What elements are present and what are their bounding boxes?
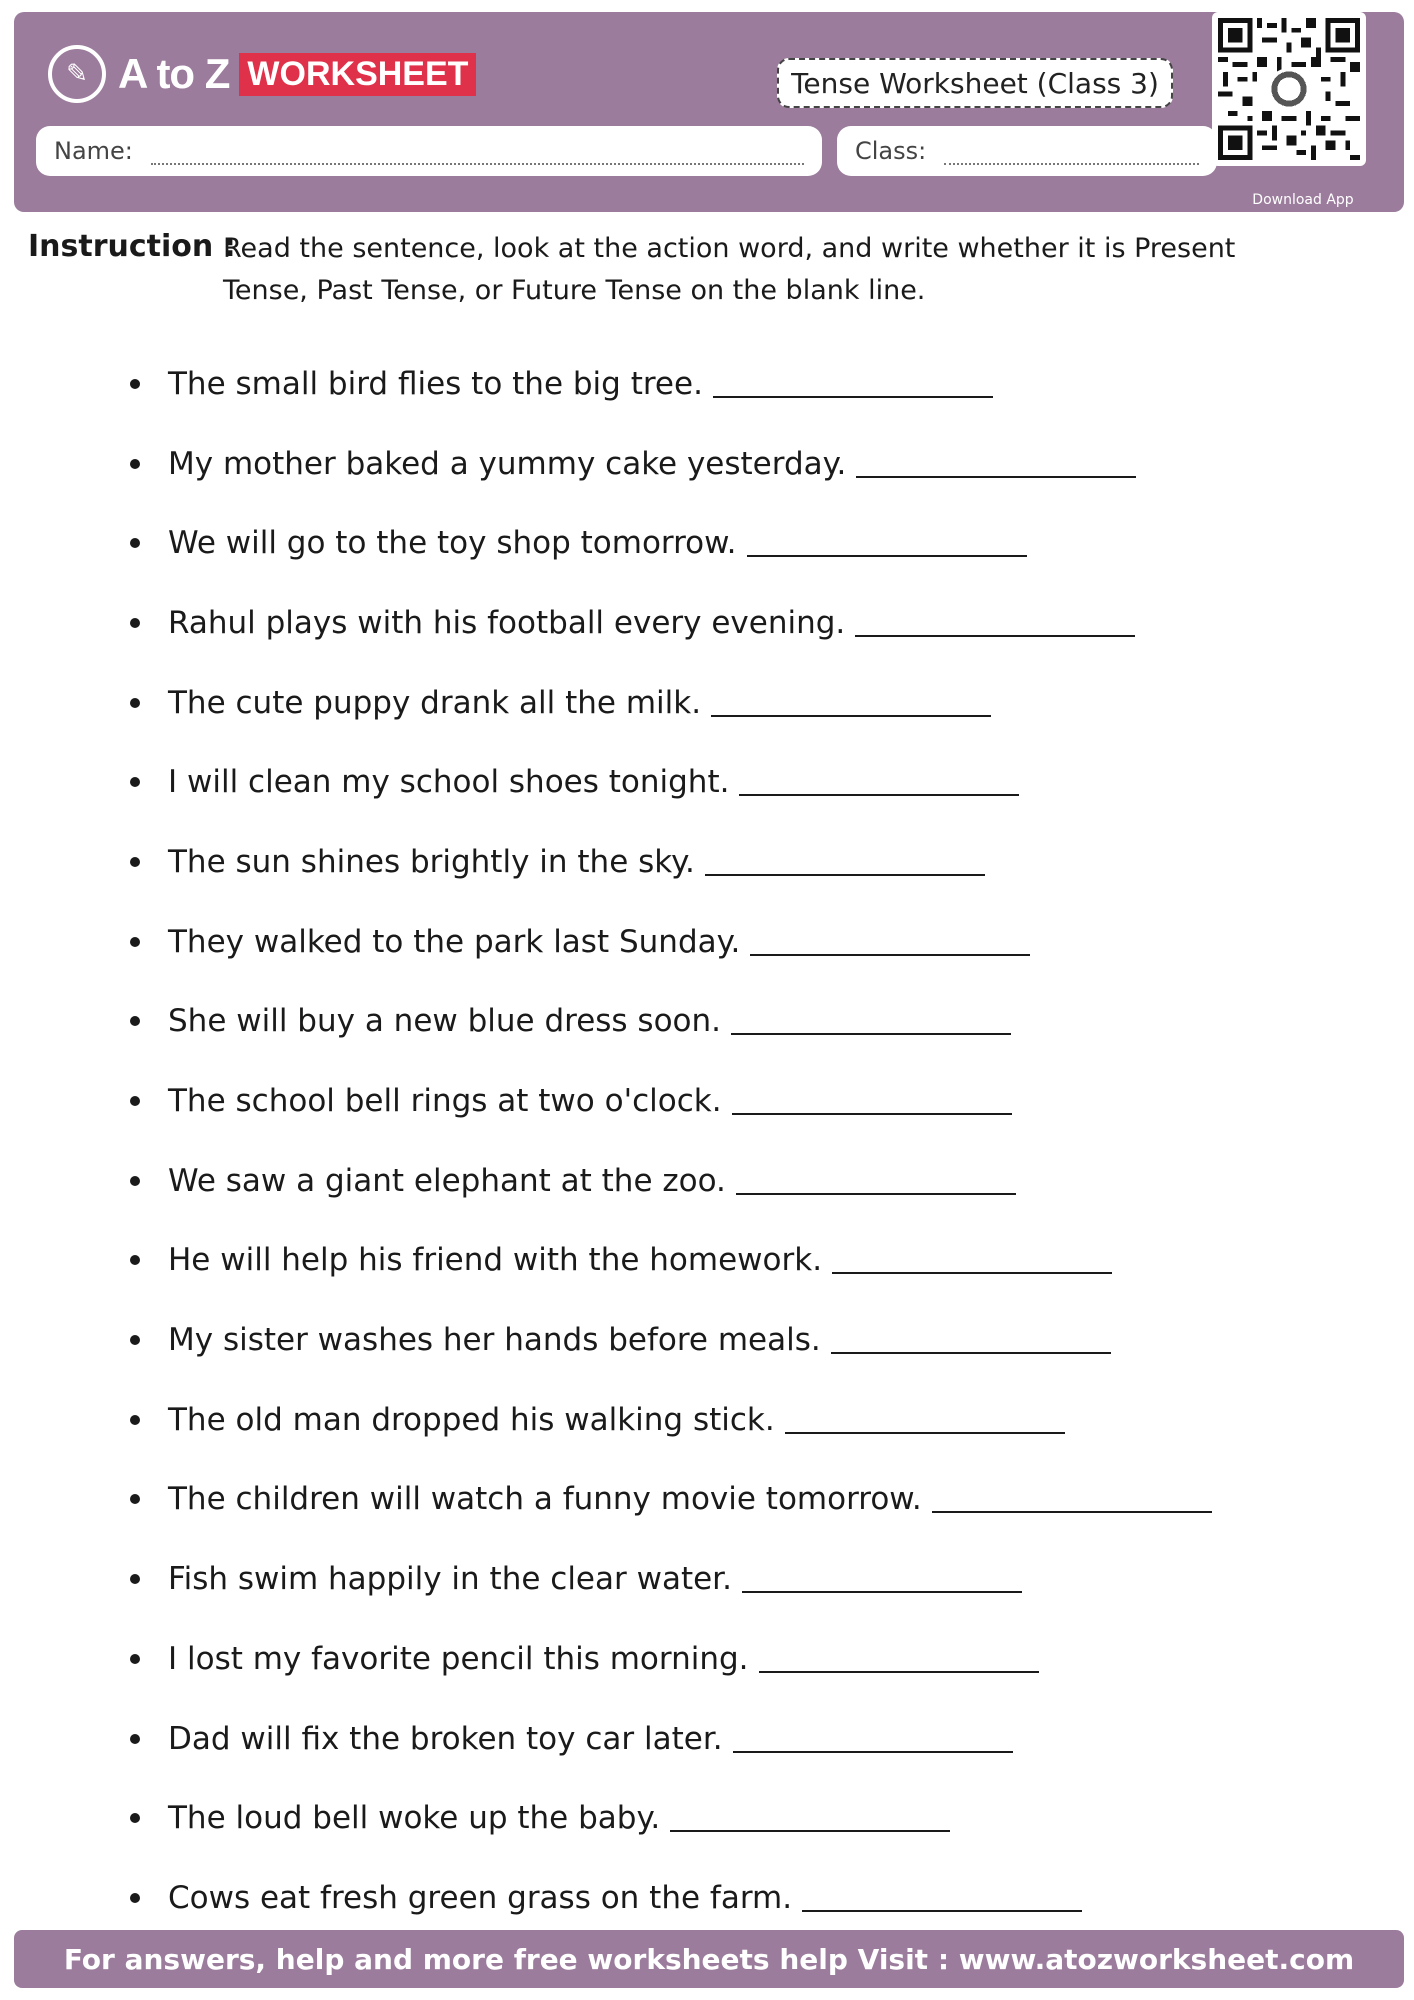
bullet-icon: [130, 698, 140, 708]
list-item: [130, 1061, 1212, 1141]
answer-blank[interactable]: [855, 609, 1135, 637]
logo-text: A to Z: [118, 50, 230, 97]
question-sentence: My sister washes her hands before meals.: [168, 1322, 821, 1359]
list-item: [130, 1380, 1212, 1460]
question-sentence: We will go to the toy shop tomorrow.: [168, 525, 737, 562]
name-dotted-line: [151, 143, 804, 165]
question-sentence: We saw a giant elephant at the zoo.: [168, 1162, 726, 1199]
answer-blank[interactable]: [750, 928, 1030, 956]
bullet-icon: [130, 1494, 140, 1504]
list-item: [130, 1778, 1212, 1858]
list-item: [130, 1460, 1212, 1540]
bullet-icon: [130, 618, 140, 628]
footer-banner[interactable]: For answers, help and more free worksheets help Visit : www.atozworksheet.com: [14, 1930, 1404, 1988]
question-sentence: She will buy a new blue dress soon.: [168, 1003, 722, 1040]
bullet-icon: [130, 1335, 140, 1345]
question-sentence: They walked to the park last Sunday.: [168, 923, 741, 960]
bullet-icon: [130, 1415, 140, 1425]
bullet-icon: [130, 1893, 140, 1903]
bullet-icon: [130, 937, 140, 947]
list-item: [130, 1619, 1212, 1699]
answer-blank[interactable]: [802, 1884, 1082, 1912]
list-item: [130, 822, 1212, 902]
bullet-icon: [130, 459, 140, 469]
list-item: [130, 424, 1212, 504]
answer-blank[interactable]: [832, 1246, 1112, 1274]
question-sentence: The children will watch a funny movie tomorrow.: [168, 1481, 922, 1518]
question-sentence: Rahul plays with his football every evening.: [168, 604, 846, 641]
answer-blank[interactable]: [747, 529, 1027, 557]
bullet-icon: [130, 857, 140, 867]
list-item: [130, 503, 1212, 583]
question-sentence: The school bell rings at two o'clock.: [168, 1083, 722, 1120]
answer-blank[interactable]: [932, 1485, 1212, 1513]
instruction-label: Instruction :: [28, 229, 236, 264]
bullet-icon: [130, 1813, 140, 1823]
answer-blank[interactable]: [736, 1167, 1016, 1195]
bullet-icon: [130, 1176, 140, 1186]
answer-blank[interactable]: [733, 1725, 1013, 1753]
bullet-icon: [130, 1096, 140, 1106]
bullet-icon: [130, 379, 140, 389]
logo-badge: WORKSHEET: [239, 53, 476, 96]
download-app-caption: Download App: [1252, 192, 1354, 208]
class-field[interactable]: [837, 126, 1217, 176]
list-item: [130, 1221, 1212, 1301]
list-item: [130, 1858, 1212, 1938]
answer-blank[interactable]: [742, 1565, 1022, 1593]
question-sentence: I lost my favorite pencil this morning.: [168, 1640, 749, 1677]
question-sentence: The small bird flies to the big tree.: [168, 365, 703, 402]
list-item: [130, 1699, 1212, 1779]
bullet-icon: [130, 1016, 140, 1026]
list-item: [130, 1300, 1212, 1380]
atoz-logo: [48, 42, 476, 106]
bullet-icon: [130, 1574, 140, 1584]
answer-blank[interactable]: [759, 1645, 1039, 1673]
name-field[interactable]: [36, 126, 822, 176]
bullet-icon: [130, 1255, 140, 1265]
name-label: Name:: [54, 137, 133, 165]
question-sentence: The old man dropped his walking stick.: [168, 1401, 775, 1438]
question-sentence: Dad will fix the broken toy car later.: [168, 1720, 723, 1757]
question-sentence: He will help his friend with the homework.: [168, 1242, 823, 1279]
class-label: Class:: [855, 137, 927, 165]
bullet-icon: [130, 538, 140, 548]
answer-blank[interactable]: [705, 848, 985, 876]
list-item: [130, 1539, 1212, 1619]
class-dotted-line: [944, 143, 1199, 165]
worksheet-title: Tense Worksheet (Class 3): [777, 58, 1173, 108]
list-item: [130, 583, 1212, 663]
question-sentence: I will clean my school shoes tonight.: [168, 764, 730, 801]
question-list: [130, 344, 1212, 1938]
list-item: [130, 982, 1212, 1062]
question-sentence: Fish swim happily in the clear water.: [168, 1561, 732, 1598]
question-sentence: The loud bell woke up the baby.: [168, 1800, 661, 1837]
answer-blank[interactable]: [731, 1007, 1011, 1035]
bullet-icon: [130, 777, 140, 787]
answer-blank[interactable]: [713, 370, 993, 398]
answer-blank[interactable]: [785, 1406, 1065, 1434]
bullet-icon: [130, 1654, 140, 1664]
answer-blank[interactable]: [670, 1804, 950, 1832]
list-item: [130, 902, 1212, 982]
question-sentence: The cute puppy drank all the milk.: [168, 684, 702, 721]
list-item: [130, 742, 1212, 822]
instruction-text: Read the sentence, look at the action word, and write whether it is Present Tense, Past Tense, or Future Tense on the blank line.: [223, 233, 1236, 306]
answer-blank[interactable]: [711, 689, 991, 717]
list-item: [130, 663, 1212, 743]
answer-blank[interactable]: [732, 1087, 1012, 1115]
list-item: [130, 344, 1212, 424]
question-sentence: Cows eat fresh green grass on the farm.: [168, 1879, 793, 1916]
question-sentence: The sun shines brightly in the sky.: [168, 843, 695, 880]
question-sentence: My mother baked a yummy cake yesterday.: [168, 445, 847, 482]
list-item: [130, 1141, 1212, 1221]
answer-blank[interactable]: [856, 450, 1136, 478]
qr-code-icon[interactable]: [1212, 12, 1366, 166]
answer-blank[interactable]: [739, 768, 1019, 796]
bullet-icon: [130, 1734, 140, 1744]
pencil-icon: ✎: [48, 45, 106, 103]
worksheet-header: [14, 12, 1404, 212]
answer-blank[interactable]: [831, 1326, 1111, 1354]
